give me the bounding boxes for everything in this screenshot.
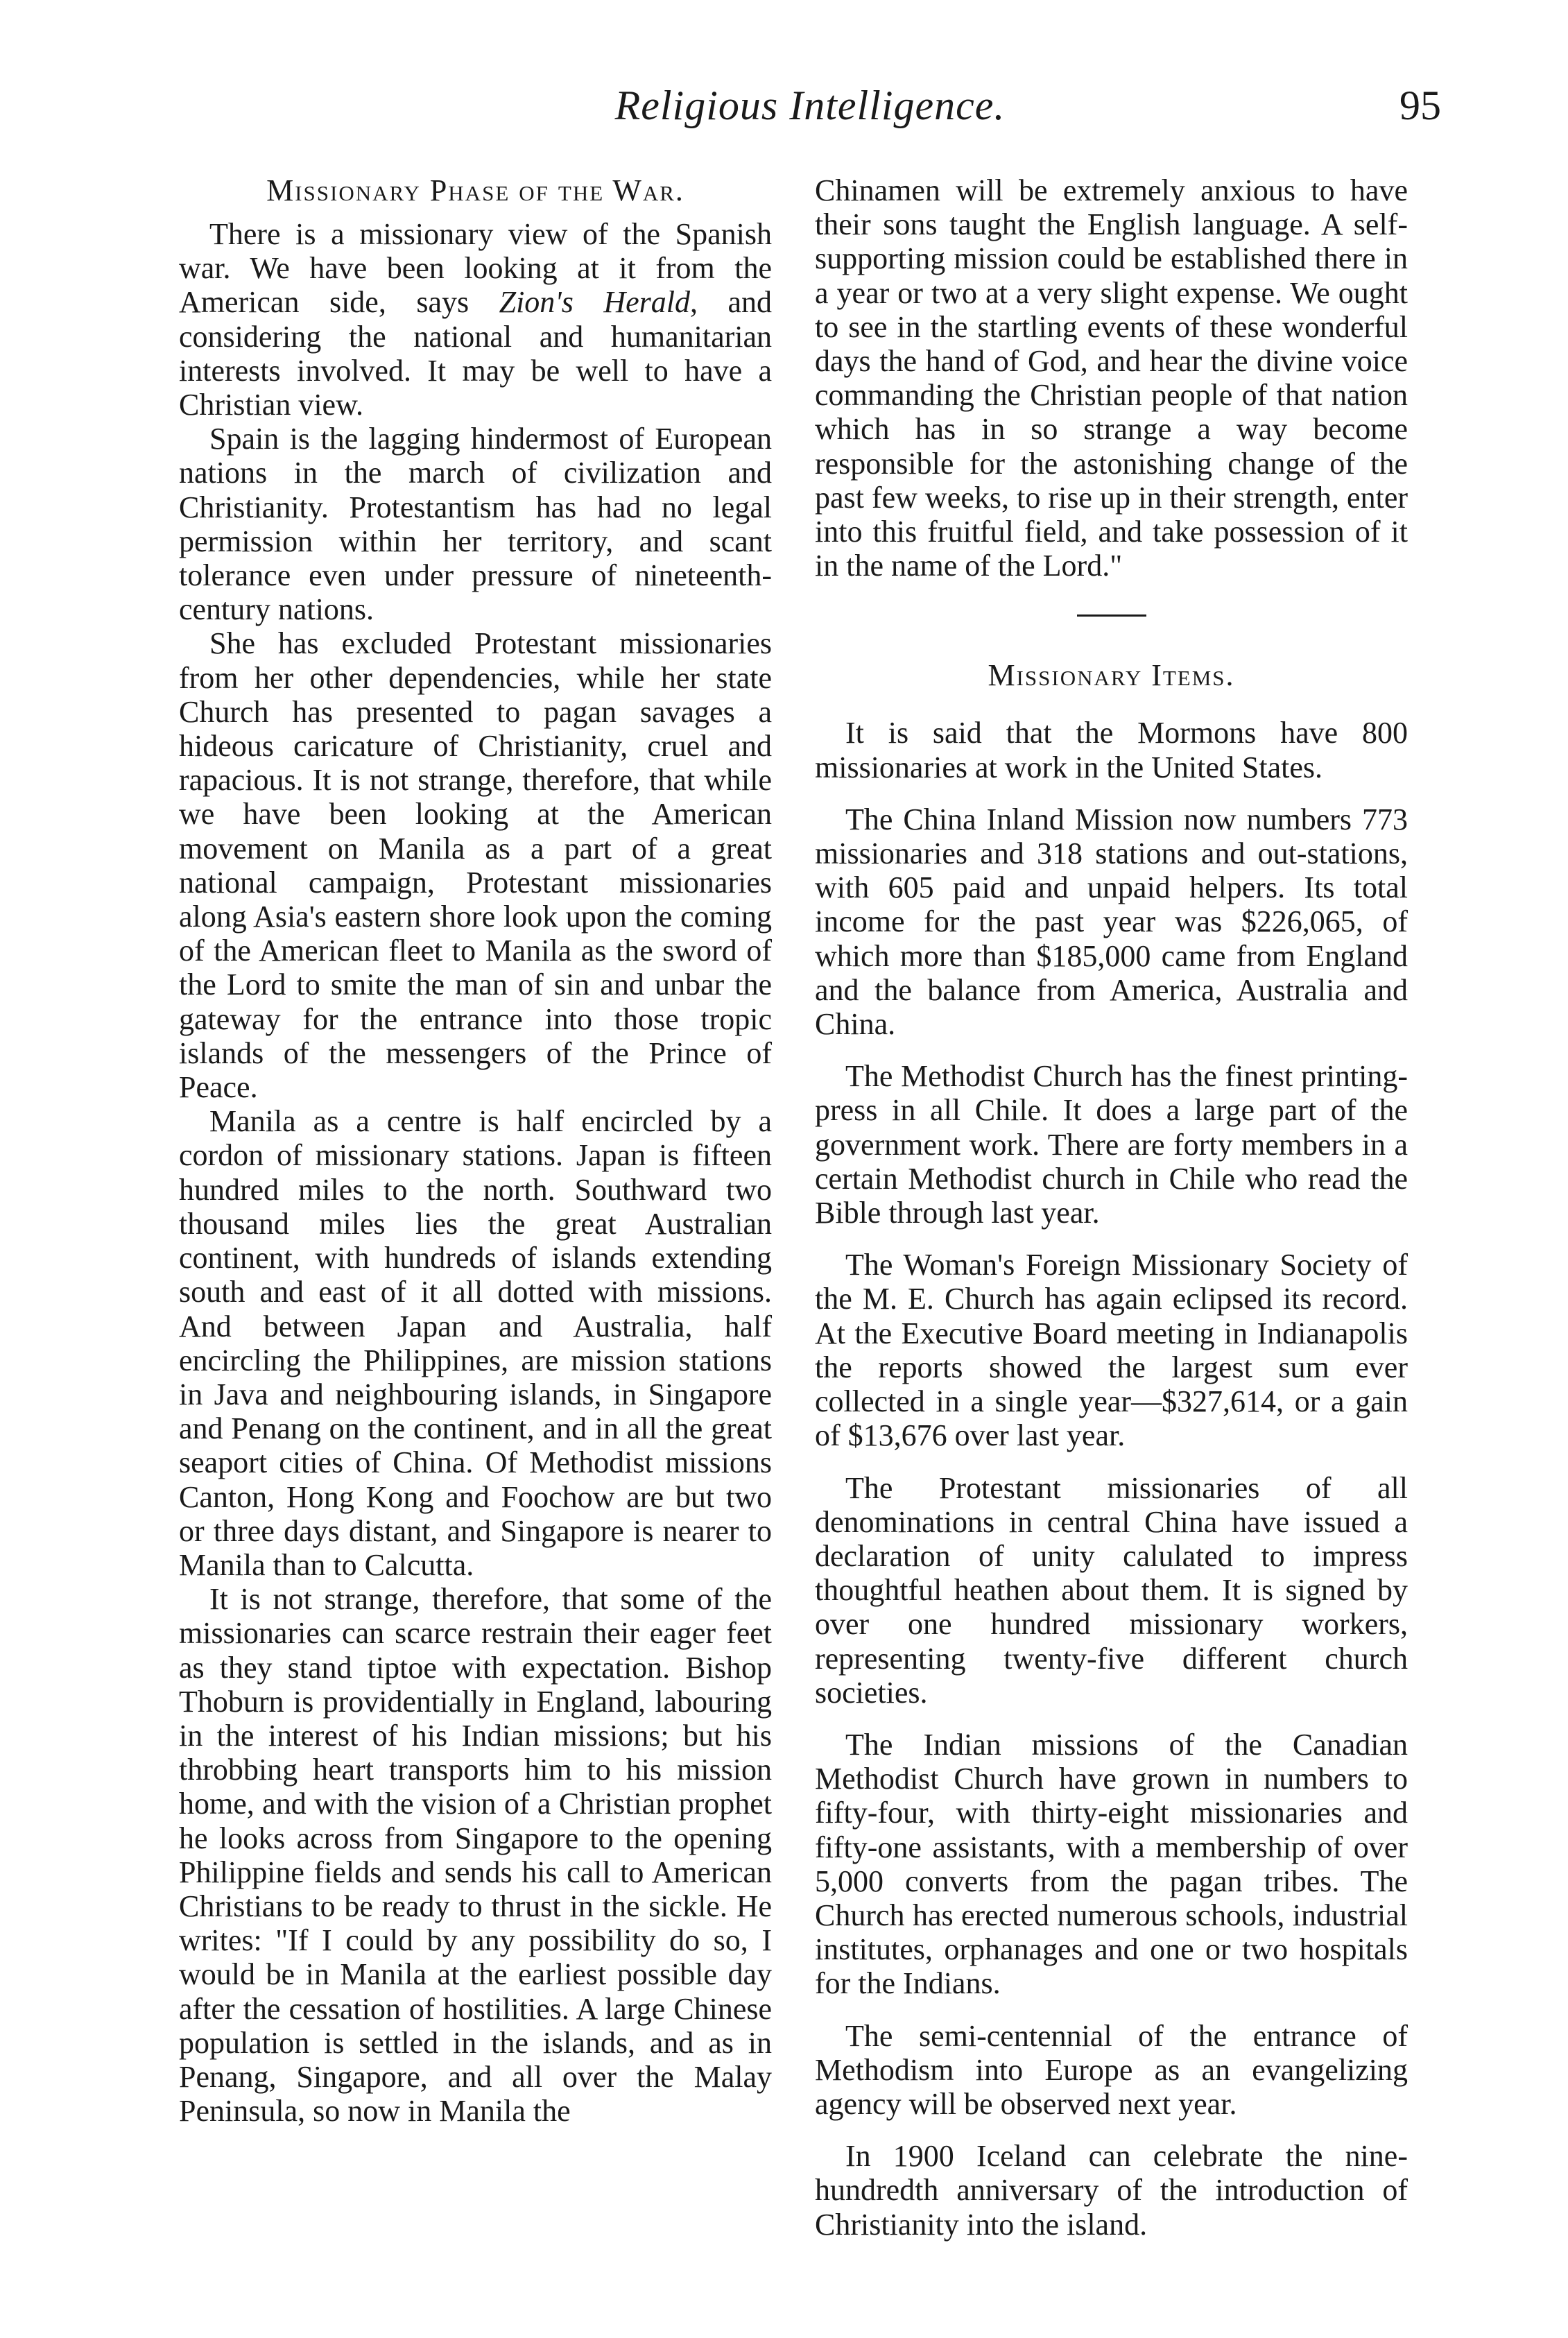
news-item: The semi-centennial of the entrance of Methodism into Europe as an evangelizing agency will be observed next year.	[815, 2018, 1408, 2121]
paragraph: Spain is the lagging hindermost of European nations in the march of civilization and Christianity. Protestantism has had no legal permission within her territory, and scant tolerance even under pressure of nineteenth-century nations.	[179, 422, 772, 627]
news-item: In 1900 Iceland can celebrate the nine-hundredth anniversary of the introduction of Christianity into the island.	[815, 2139, 1408, 2242]
page-number: 95	[1399, 83, 1441, 128]
paragraph-text: There is a missionary view of the Spanish war. We have been looking at it from the American side, says	[179, 217, 772, 320]
news-item: The Methodist Church has the finest printing-press in all Chile. It does a large part of the government work. There are forty members in a certain Methodist church in Chile who read the Bible through last year.	[815, 1059, 1408, 1230]
publication-title: Zion's Herald	[499, 285, 690, 320]
news-item: The China Inland Mission now numbers 773 missionaries and 318 stations and out-stations, with 605 paid and unpaid helpers. Its total income for the past year was $226,065, of which more than $185,000 came from England and the balance from America, Australia and China.	[815, 802, 1408, 1042]
paragraph-text: , and considering the national and humanitarian interests involved. It may be well to have a Christian view.	[179, 285, 772, 422]
left-column	[179, 173, 772, 2128]
paragraph: Manila as a centre is half encircled by a cordon of missionary stations. Japan is fifteen hundred miles to the north. Southward two thousand miles lies the great Australian continent, with hundreds of islands extending south and east of it all dotted with missions. And between Japan and Australia, half encircling the Philippines, are mission stations in Java and neighbouring islands, in Singapore and Penang on the continent, and in all the great seaport cities of China. Of Methodist missions Canton, Hong Kong and Foochow are but two or three days distant, and Singapore is nearer to Manila than to Calcutta.	[179, 1104, 772, 1582]
paragraph: She has excluded Protestant missionaries from her other dependencies, while her state Church has presented to pagan savages a hideous caricature of Christianity, cruel and rapacious. It is not strange, therefore, that while we have been looking at the American movement on Manila as a part of a great national campaign, Protestant missionaries along Asia's eastern shore look upon the coming of the American fleet to Manila as the sword of the Lord to smite the man of sin and unbar the gateway for the entrance into those tropic islands of the messengers of the Prince of Peace.	[179, 626, 772, 1105]
section-divider	[1077, 614, 1146, 617]
news-item: It is said that the Mormons have 800 missionaries at work in the United States.	[815, 716, 1408, 784]
running-title: Religious Intelligence.	[614, 83, 1006, 128]
paragraph	[179, 217, 772, 422]
news-item: The Woman's Foreign Missionary Society of the M. E. Church has again eclipsed its record. At the Executive Board meeting in Indianapolis the reports showed the largest sum ever collected in a single year—$327,614, or a gain of $13,676 over last year.	[815, 1248, 1408, 1453]
right-column	[815, 173, 1408, 2260]
running-head	[179, 82, 1441, 137]
continued-paragraph: Chinamen will be extremely anxious to have their sons taught the English language. A self-supporting mission could be established there in a year or two at a very slight expense. We ought to see in the startling events of these wonderful days the hand of God, and hear the divine voice commanding the Christian people of that nation which has in so strange a way become responsible for the astonishing change of the past few weeks, to rise up in their strength, enter into this fruitful field, and take possession of it in the name of the Lord."	[815, 173, 1408, 583]
section-heading-items: Missionary Items.	[988, 658, 1235, 693]
section-heading-war: Missionary Phase of the War.	[266, 173, 684, 207]
paragraph: It is not strange, therefore, that some of the missionaries can scarce restrain their eager feet as they stand tiptoe with expectation. Bishop Thoburn is providentially in England, labouring in the interest of his Indian missions; but his throbbing heart transports him to his mission home, and with the vision of a Christian prophet he looks across from Singapore to the opening Philippine fields and sends his call to American Christians to be ready to thrust in the sickle. He writes: "If I could by any possibility do so, I would be in Manila at the earliest possible day after the cessation of hostilities. A large Chinese population is settled in the islands, and as in Penang, Singapore, and all over the Malay Peninsula, so now in Manila the	[179, 1582, 772, 2129]
news-item: The Protestant missionaries of all denominations in central China have issued a declaration of unity calulated to impress thoughtful heathen about them. It is signed by over one hundred missionary workers, representing twenty-five different church societies.	[815, 1470, 1408, 1710]
news-item: The Indian missions of the Canadian Methodist Church have grown in numbers to fifty-four, with thirty-eight missionaries and fifty-one assistants, with a membership of over 5,000 converts from the pagan tribes. The Church has erected numerous schools, industrial institutes, orphanages and one or two hospitals for the Indians.	[815, 1727, 1408, 2001]
